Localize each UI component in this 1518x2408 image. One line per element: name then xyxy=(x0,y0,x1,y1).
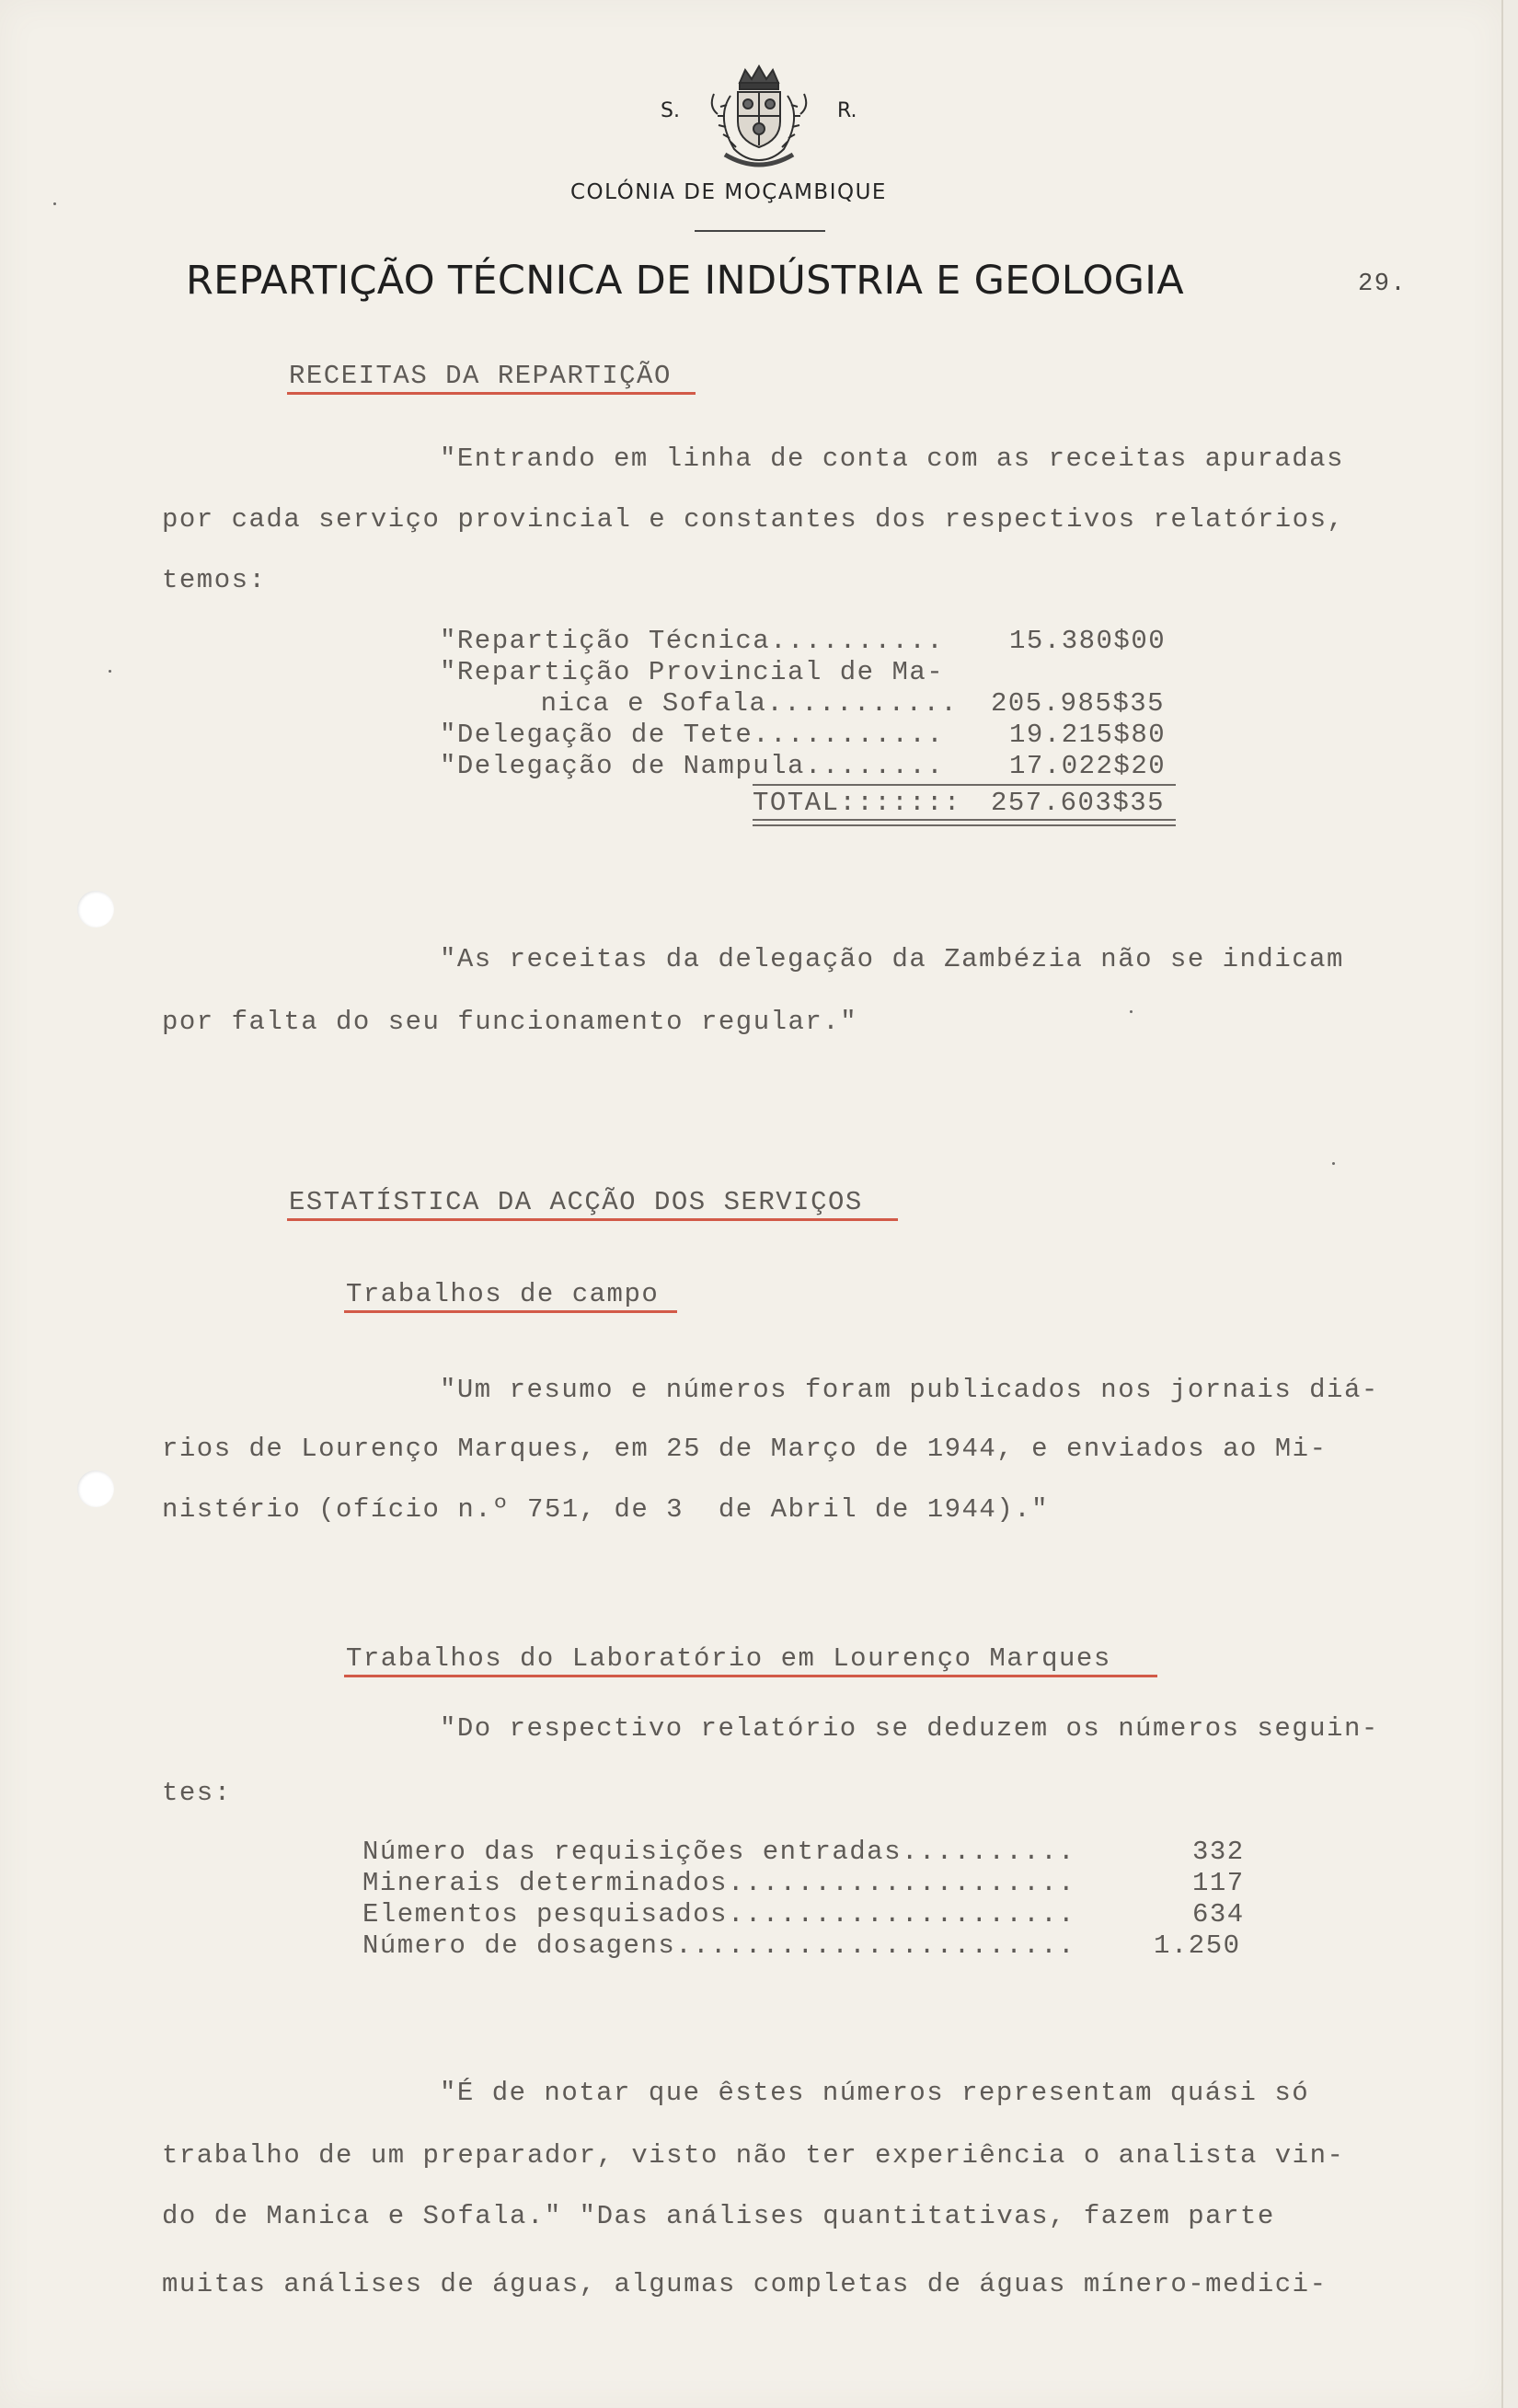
revenue-row-label: nica e Sofala........... xyxy=(471,688,959,719)
revenue-total-double-rule xyxy=(753,819,1176,821)
section-heading-statistics: ESTATÍSTICA DA ACÇÃO DOS SERVIÇOS xyxy=(289,1187,863,1217)
revenue-intro-line: "Entrando em linha de conta com as receitas apuradas xyxy=(440,444,1344,474)
revenue-row-value: 19.215$80 xyxy=(1009,720,1167,750)
lab-row-value: 634 xyxy=(1192,1899,1245,1930)
lab-row-value: 332 xyxy=(1192,1837,1245,1867)
heading-underline xyxy=(287,1218,898,1221)
page-number: 29. xyxy=(1358,271,1408,298)
revenue-row-label: "Delegação de Tete........... xyxy=(440,720,945,750)
colony-name: COLÓNIA DE MOÇAMBIQUE xyxy=(570,180,887,204)
paper-speck xyxy=(1130,1010,1133,1013)
punch-hole-top xyxy=(77,891,114,927)
revenue-total-value: 257.603$35 xyxy=(991,788,1166,818)
closing-paragraph-line: muitas análises de águas, algumas completas de águas mínero-medici- xyxy=(162,2269,1328,2299)
letterhead-divider xyxy=(695,230,825,232)
lab-row-label: Número de dosagens....................... xyxy=(362,1930,1076,1961)
revenue-sum-rule xyxy=(753,784,1176,786)
revenue-total-double-rule xyxy=(753,824,1176,826)
closing-paragraph-line: do de Manica e Sofala." "Das análises quantitativas, fazem parte xyxy=(162,2201,1275,2231)
field-work-line: nistério (ofício n.º 751, de 3 de Abril de 1944)." xyxy=(162,1494,1050,1525)
revenue-row-label: "Repartição Provincial de Ma- xyxy=(440,657,945,687)
revenue-note-line: "As receitas da delegação da Zambézia não se indicam xyxy=(440,944,1344,974)
revenue-intro-line: temos: xyxy=(162,565,267,595)
closing-paragraph-line: "É de notar que êstes números representam quási só xyxy=(440,2078,1310,2108)
lab-row-value: 117 xyxy=(1192,1868,1245,1898)
revenue-note-line: por falta do seu funcionamento regular." xyxy=(162,1007,858,1037)
paper-speck xyxy=(109,670,111,673)
revenue-row-value: 17.022$20 xyxy=(1009,751,1167,781)
subheading-field-work: Trabalhos de campo xyxy=(346,1279,660,1309)
heading-underline xyxy=(287,392,696,395)
department-title: REPARTIÇÃO TÉCNICA DE INDÚSTRIA E GEOLOGIA xyxy=(186,258,1184,304)
lab-row-label: Número das requisições entradas.......... xyxy=(362,1837,1076,1867)
field-work-line: "Um resumo e números foram publicados nos jornais diá- xyxy=(440,1375,1379,1405)
revenue-row-label: "Repartição Técnica.......... xyxy=(440,626,945,656)
subheading-laboratory: Trabalhos do Laboratório em Lourenço Marques xyxy=(346,1643,1111,1674)
paper-speck xyxy=(53,202,56,205)
letterhead-initial-left: S. xyxy=(661,99,680,122)
lab-row-label: Minerais determinados.................... xyxy=(362,1868,1076,1898)
punch-hole-bottom xyxy=(77,1470,114,1507)
closing-paragraph-line: trabalho de um preparador, visto não ter experiência o analista vin- xyxy=(162,2140,1345,2171)
letterhead-initial-right: R. xyxy=(837,99,857,122)
field-work-line: rios de Lourenço Marques, em 25 de Março de 1944, e enviados ao Mi- xyxy=(162,1434,1328,1464)
heading-underline xyxy=(344,1675,1157,1677)
coat-of-arms-seal xyxy=(703,63,815,171)
heading-underline xyxy=(344,1310,677,1313)
lab-row-value: 1.250 xyxy=(1154,1930,1241,1961)
section-heading-revenue: RECEITAS DA REPARTIÇÃO xyxy=(289,361,672,391)
laboratory-intro-line: "Do respectivo relatório se deduzem os números seguin- xyxy=(440,1713,1379,1744)
lab-row-label: Elementos pesquisados.................... xyxy=(362,1899,1076,1930)
laboratory-intro-line: tes: xyxy=(162,1778,232,1808)
revenue-row-value: 15.380$00 xyxy=(1009,626,1167,656)
revenue-row-value: 205.985$35 xyxy=(991,688,1166,719)
revenue-intro-line: por cada serviço provincial e constantes dos respectivos relatórios, xyxy=(162,504,1345,535)
paper-speck xyxy=(1332,1162,1335,1165)
revenue-total-label: TOTAL::::::: xyxy=(753,788,961,818)
revenue-row-label: "Delegação de Nampula........ xyxy=(440,751,945,781)
